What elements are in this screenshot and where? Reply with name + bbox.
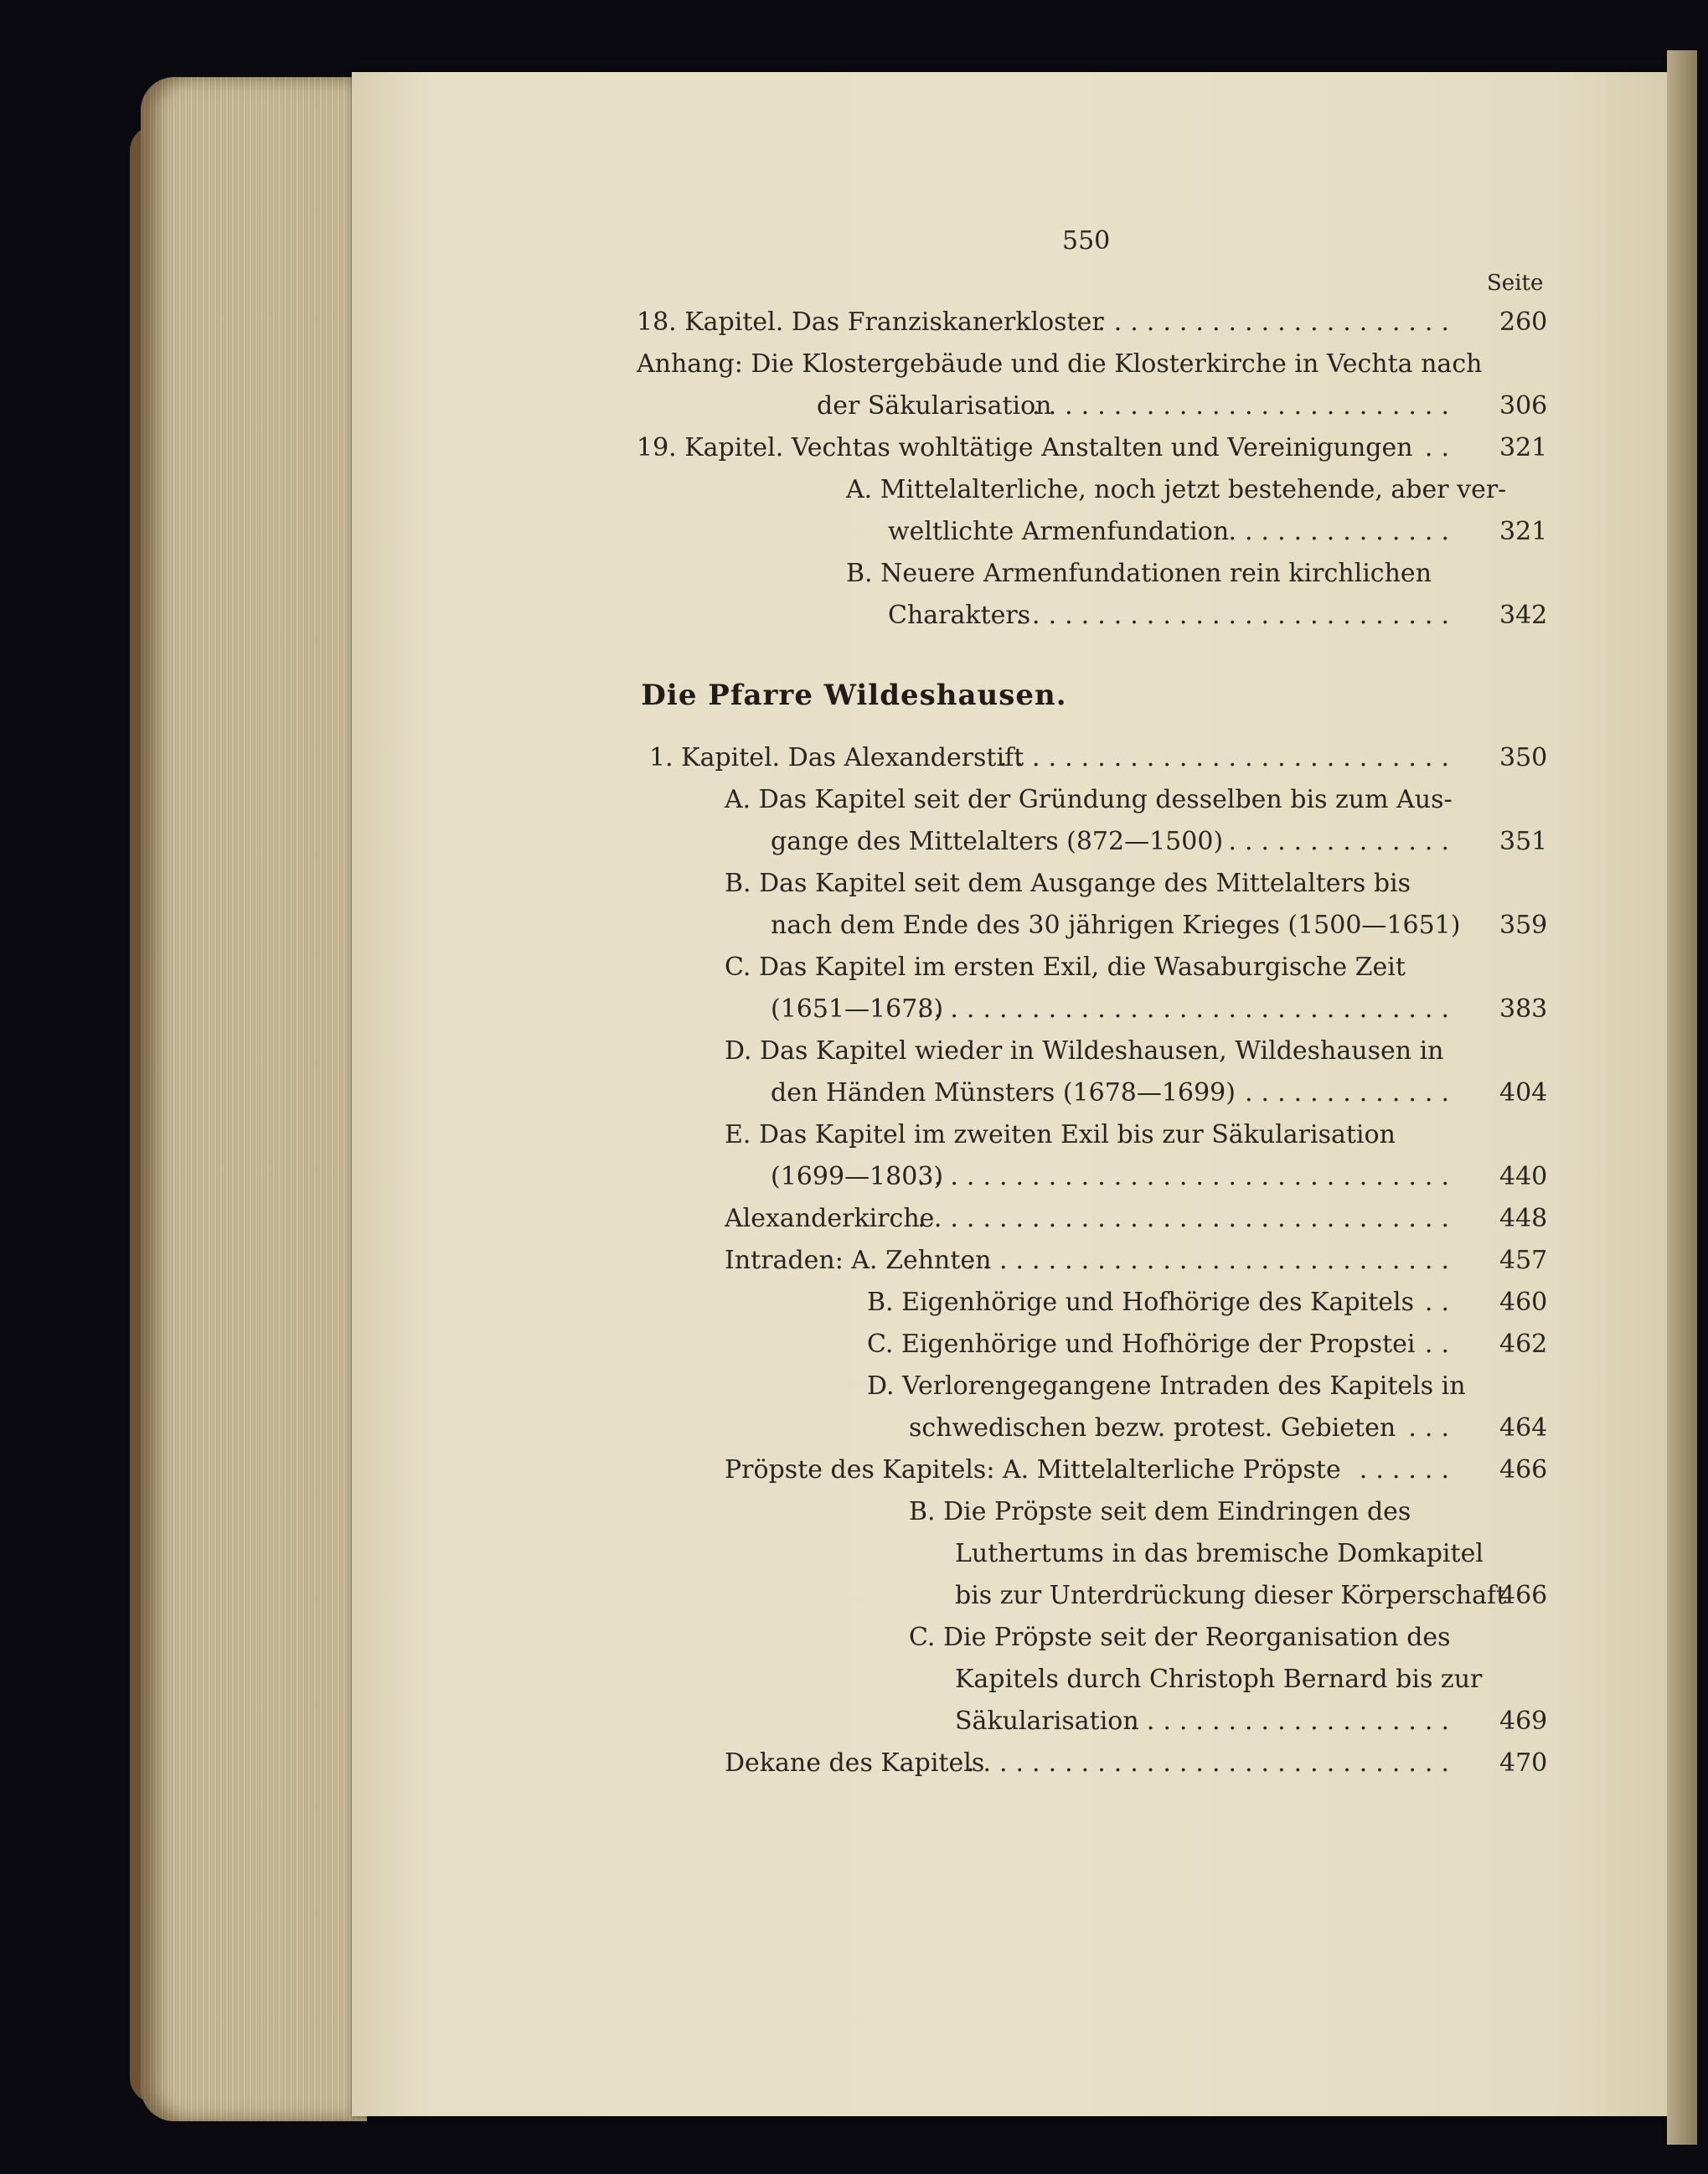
leader-dots: ............................ [998, 743, 1458, 772]
toc-entry-text: D. Das Kapitel wieder in Wildeshausen, Wildeshausen in [725, 1036, 1444, 1066]
toc-entry [637, 348, 1483, 381]
toc-entry-text: Anhang: Die Klostergebäude und die Klosterkirche in Vechta nach [637, 349, 1483, 379]
leader-dots: .......................... [1032, 391, 1458, 421]
toc-page-number: 351 [1499, 827, 1548, 856]
toc-entry-text: gange des Mittelalters (872—1500) [771, 827, 1224, 856]
toc-entry [846, 557, 1458, 591]
page-number: 550 [1062, 226, 1111, 256]
toc-entry-text: (1651—1678) [771, 994, 944, 1024]
leader-dots: .. [1424, 1288, 1458, 1317]
toc-entry [867, 1370, 1466, 1403]
toc-entry-text: (1699—1803) [771, 1162, 944, 1191]
toc-entry [846, 473, 1507, 507]
toc-page-number: 448 [1499, 1204, 1548, 1233]
toc-entry-text: den Händen Münsters (1678—1699) [771, 1078, 1236, 1108]
toc-entry [867, 1286, 1458, 1319]
toc-entry [725, 951, 1458, 984]
toc-entry [725, 1118, 1458, 1152]
toc-entry-text: A. Mittelalterliche, noch jetzt bestehende, aber ver- [846, 475, 1507, 504]
toc-entry [909, 1495, 1458, 1529]
toc-entry-text: C. Die Pröpste seit der Reorganisation des [909, 1623, 1451, 1652]
toc-entry-text: weltlichte Armenfundation [888, 517, 1230, 546]
toc-page-number: 359 [1499, 911, 1548, 940]
toc-page-number: 457 [1499, 1246, 1548, 1275]
toc-entry-text: B. Die Pröpste seit dem Eindringen des [909, 1497, 1411, 1526]
toc-entry [771, 909, 1461, 942]
toc-entry-text: Intraden: A. Zehnten [725, 1246, 992, 1275]
toc-page-number: 350 [1499, 743, 1548, 772]
column-header: Seite [1487, 271, 1544, 296]
toc-entry [955, 1663, 1483, 1696]
toc-entry [909, 1412, 1458, 1445]
toc-entry-text: der Säkularisation [817, 391, 1052, 421]
toc-entry-text: A. Das Kapitel seit der Gründung desselben bis zum Aus- [725, 785, 1453, 814]
toc-entry-text: B. Neuere Armenfundationen rein kirchlichen [846, 559, 1432, 588]
toc-page-number: 306 [1499, 391, 1548, 421]
page-right-edge [1667, 50, 1697, 2145]
leader-dots: .............................. [966, 1748, 1458, 1778]
toc-entry-text: Dekane des Kapitels [725, 1748, 985, 1778]
toc-entry-text: Luthertums in das bremische Domkapitel [955, 1539, 1484, 1568]
toc-entry [649, 741, 1458, 775]
toc-entry [771, 1077, 1458, 1110]
leader-dots: .............. [1228, 517, 1458, 546]
toc-page-number: 321 [1499, 433, 1548, 462]
toc-page-number: 464 [1499, 1413, 1548, 1443]
toc-entry-text: D. Verlorengegangene Intraden des Kapitels in [867, 1371, 1466, 1401]
toc-entry [955, 1705, 1458, 1738]
toc-entry-text: Charakters [888, 601, 1031, 630]
toc-entry [637, 431, 1458, 465]
toc-entry-text: B. Das Kapitel seit dem Ausgange des Mittelalters bis [725, 869, 1411, 898]
toc-entry-text: Säkularisation [955, 1707, 1139, 1736]
toc-entry [771, 825, 1458, 859]
leader-dots: .. [1424, 1330, 1458, 1359]
toc-page-number: 466 [1499, 1581, 1548, 1610]
toc-entry-text: 1. Kapitel. Das Alexanderstift [649, 743, 1024, 772]
toc-entry-text: E. Das Kapitel im zweiten Exil bis zur Säkularisation [725, 1120, 1396, 1149]
toc-entry [725, 1202, 1458, 1236]
leader-dots: ...... [1359, 1455, 1458, 1485]
toc-page-number: 469 [1499, 1707, 1548, 1736]
toc-entry-text: Alexanderkirche [725, 1204, 935, 1233]
toc-entry-text: C. Das Kapitel im ersten Exil, die Wasaburgische Zeit [725, 953, 1406, 982]
leader-dots: .............. [1228, 827, 1458, 856]
toc-entry-text: 18. Kapitel. Das Franziskanerkloster [637, 307, 1104, 337]
toc-page-number: 440 [1499, 1162, 1548, 1191]
toc-entry [909, 1621, 1458, 1655]
leader-dots: .............................. [966, 1246, 1458, 1275]
toc-entry-text: 19. Kapitel. Vechtas wohltätige Anstalten und Vereinigungen [637, 433, 1413, 462]
toc-page-number: 404 [1499, 1078, 1548, 1108]
page-stack-edge [141, 77, 367, 2121]
leader-dots: ................................. [917, 1162, 1458, 1191]
toc-entry [725, 1747, 1458, 1780]
toc-page-number: 383 [1499, 994, 1548, 1024]
toc-entry-text: C. Eigenhörige und Hofhörige der Propstei [867, 1330, 1416, 1359]
toc-entry-text: nach dem Ende des 30 jährigen Krieges (1500—1651) [771, 911, 1461, 940]
toc-entry [867, 1328, 1458, 1361]
section-heading: Die Pfarre Wildeshausen. [641, 679, 1067, 712]
leader-dots: ............. [1245, 1078, 1458, 1108]
toc-entry-text: Pröpste des Kapitels: A. Mittelalterliche Pröpste [725, 1455, 1341, 1485]
toc-entry [888, 599, 1458, 633]
toc-page-number: 460 [1499, 1288, 1548, 1317]
toc-page-number: 260 [1499, 307, 1548, 337]
toc-entry [725, 867, 1458, 901]
toc-page-number: 321 [1499, 517, 1548, 546]
toc-entry [771, 993, 1458, 1026]
toc-page-number: 466 [1499, 1455, 1548, 1485]
leader-dots: ........................... [1015, 601, 1458, 630]
toc-entry [817, 390, 1458, 423]
leader-dots: ... [1408, 1413, 1458, 1443]
leader-dots: ................................. [917, 994, 1458, 1024]
toc-entry [725, 1035, 1458, 1068]
leader-dots: .................... [1130, 1707, 1458, 1736]
toc-entry [725, 783, 1458, 817]
toc-entry [725, 1244, 1458, 1278]
leader-dots: ................................. [917, 1204, 1458, 1233]
toc-entry [637, 306, 1458, 339]
toc-entry-text: Kapitels durch Christoph Bernard bis zur [955, 1665, 1483, 1694]
toc-entry [771, 1160, 1458, 1194]
leader-dots: ...................... [1097, 307, 1458, 337]
toc-entry [725, 1454, 1458, 1487]
toc-entry [888, 515, 1458, 549]
toc-page-number: 470 [1499, 1748, 1548, 1778]
toc-page-number: 462 [1499, 1330, 1548, 1359]
toc-entry [955, 1537, 1484, 1571]
toc-entry [955, 1579, 1507, 1613]
toc-entry-text: bis zur Unterdrückung dieser Körperschaft [955, 1581, 1507, 1610]
leader-dots: .. [1424, 433, 1458, 462]
toc-page-number: 342 [1499, 601, 1548, 630]
toc-entry-text: B. Eigenhörige und Hofhörige des Kapitels [867, 1288, 1415, 1317]
toc-entry-text: schwedischen bezw. protest. Gebieten [909, 1413, 1396, 1443]
